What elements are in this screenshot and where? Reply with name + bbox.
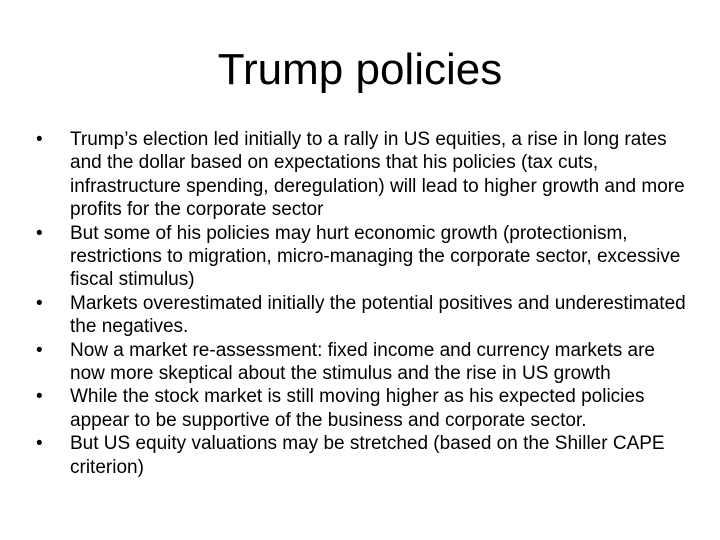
bullet-dot-icon: • [36, 339, 43, 361]
bullet-dot-icon: • [36, 129, 43, 150]
bullet-text: But some of his policies may hurt economic growth (protectionism, restrictions to migration, micro-managing the corporate sector, excessive fiscal stimulus) [70, 222, 681, 291]
bullet-item [36, 432, 686, 479]
bullet-text: Markets overestimated initially the potential positives and underestimated the negatives. [70, 292, 686, 338]
bullet-item [36, 128, 686, 222]
bullet-text: While the stock market is still moving higher as his expected policies appear to be supportive of the business and corporate sector. [70, 386, 645, 431]
bullet-item [36, 339, 686, 386]
bullet-dot-icon: • [36, 433, 43, 455]
bullet-text: But US equity valuations may be stretched (based on the Shiller CAPE criterion) [70, 433, 665, 478]
bullet-list [36, 128, 686, 479]
bullet-text: Trump’s election led initially to a rally in US equities, a rise in long rates and the dollar based on expectations that his policies (tax cuts, infrastructure spending, deregulation) will lead to higher growth and more profits for the corporate sector [70, 129, 685, 221]
bullet-dot-icon: • [36, 292, 43, 314]
bullet-text: Now a market re-assessment: fixed income and currency markets are now more skeptical about the stimulus and the rise in US growth [70, 339, 655, 385]
bullet-item [36, 385, 686, 432]
bullet-dot-icon: • [36, 386, 43, 408]
bullet-dot-icon: • [36, 222, 43, 244]
slide-title: Trump policies [217, 45, 503, 94]
bullet-item [36, 292, 686, 339]
bullet-item [36, 222, 686, 292]
